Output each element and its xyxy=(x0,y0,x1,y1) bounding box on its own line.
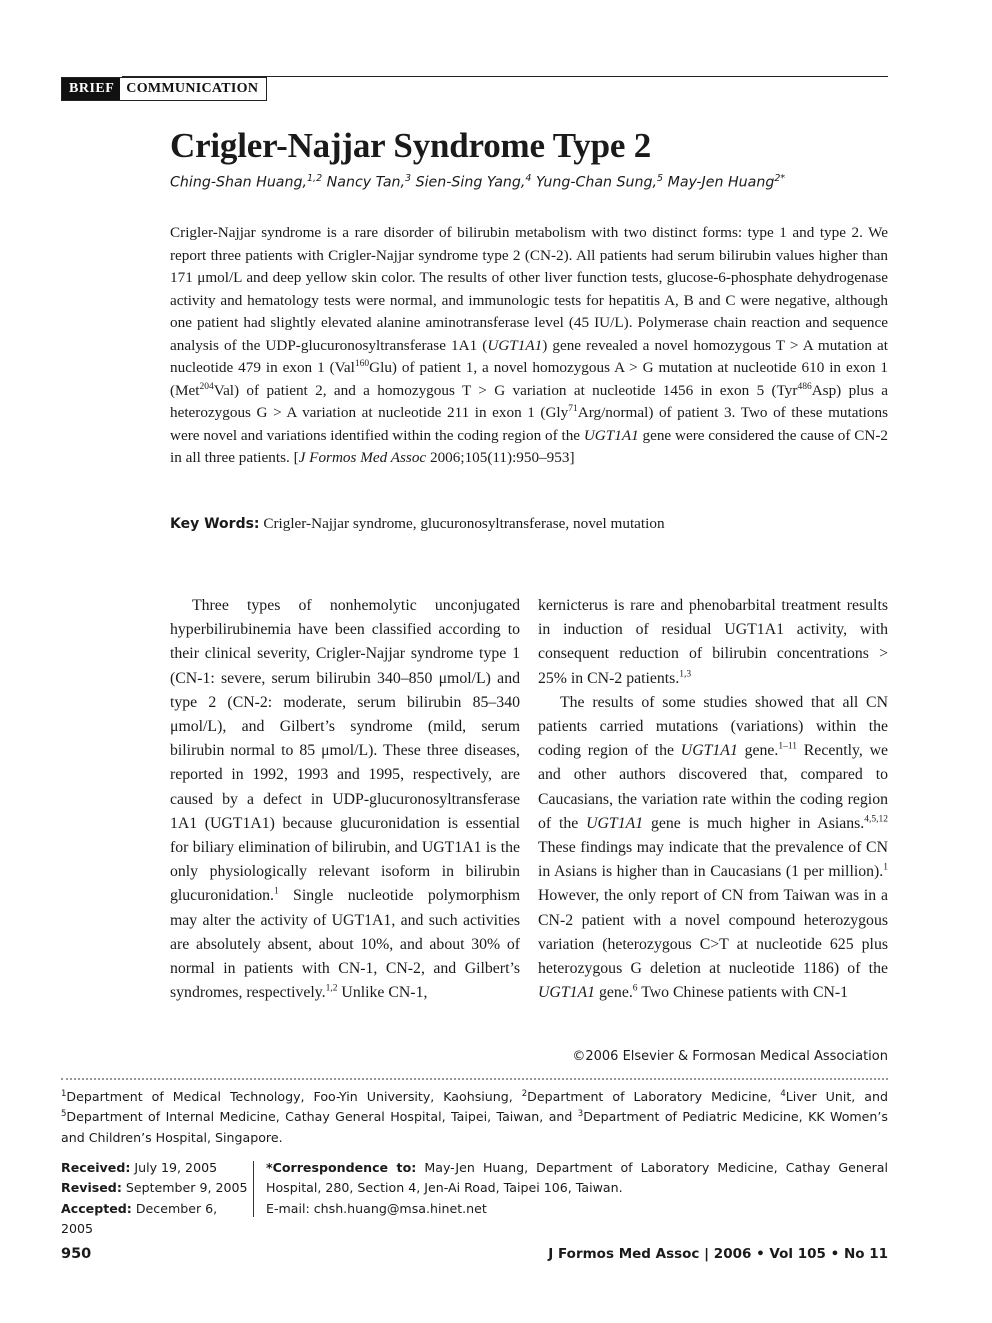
copyright-notice: ©2006 Elsevier & Formosan Medical Association xyxy=(572,1049,888,1064)
gene-name: UGT1A1 xyxy=(538,984,596,1002)
author-name: Sien-Sing Yang, xyxy=(415,174,526,191)
reference-mark: 1 xyxy=(883,862,888,873)
author-name: Yung-Chan Sung, xyxy=(535,174,658,191)
journal-reference: J Formos Med Assoc | 2006 • Vol 105 • No 11 xyxy=(548,1246,888,1262)
gene-name: UGT1A1 xyxy=(487,336,543,354)
kicker-communication: COMMUNICATION xyxy=(126,81,259,96)
body-paragraph: The results of some studies showed that all CN patients carried mutations (variations) within the coding region of the UGT1A1 gene.$^{1-11}$ Recently, we and other authors discovered that, compared to Caucasians, the variation rate within the coding region of the UGT1A1 gene is much higher in Asians.$^{4,5,12}$ These findings may indicate that the prevalence of CN in Asians is higher than in Caucasians (1 per million).$^1$ However, the only report of CN from Taiwan was in a CN-2 patient with a novel compound heterozygous variation (heterozygous C>T at nucleotide 625 plus heterozygous G deletion at nucleotide 1186) of the UGT1A1 gene.$^6$ Two Chinese patients with CN-1 xyxy=(538,693,889,1002)
accepted-date: Accepted: December 6, 2005 xyxy=(61,1200,218,1236)
keywords xyxy=(170,515,665,533)
affiliations: $^1$Department of Medical Technology, Foo-Yin University, Kaohsiung, $^2$Department of Laboratory Medicine, $^4$Liver Unit, and $^5$Department of Internal Medicine, Cathay General Hospital, Taipei, Taiwan, and $^3$Department of Pediatric Medicine, KK Women’s and Children’s Hospital, Singapore. xyxy=(61,1088,888,1145)
keywords-text: Crigler-Najjar syndrome, glucuronosyltransferase, novel mutation xyxy=(259,515,665,532)
author-affiliation-mark: 1,2 xyxy=(307,173,323,184)
reference-mark: 1,3 xyxy=(679,669,692,680)
correspondence-address: *Correspondence to: May-Jen Huang, Department of Laboratory Medicine, Cathay General Hospital, 280, Section 4, Jen-Ai Road, Taipei 106, Taiwan. xyxy=(266,1160,888,1196)
body-column-left xyxy=(170,594,520,1005)
gene-name: UGT1A1 xyxy=(680,742,738,760)
received-date: Received: July 19, 2005 xyxy=(61,1160,218,1175)
keywords-label: Key Words: xyxy=(170,516,260,532)
gene-name: UGT1A1 xyxy=(583,426,639,444)
citation-journal: J Formos Med Assoc xyxy=(298,449,427,466)
author-list xyxy=(170,173,785,191)
article-type-label xyxy=(61,77,267,101)
correspondence xyxy=(266,1158,888,1219)
author-affiliation-mark: 5 xyxy=(657,173,664,184)
kicker-brief: BRIEF xyxy=(62,78,120,100)
author-name: Ching-Shan Huang, xyxy=(170,174,308,191)
footnote-divider xyxy=(61,1078,888,1080)
reference-mark: 6 xyxy=(632,983,638,994)
author-affiliation-mark: 2* xyxy=(774,173,786,184)
abstract: Crigler-Najjar syndrome is a rare disorder of bilirubin metabolism with two distinct forms: type 1 and type 2. We report three patients with Crigler-Najjar syndrome type 2 (CN-2). All patients had serum bilirubin values higher than 171 μmol/L and deep yellow skin color. The results of other liver function tests, glucose-6-phosphate dehydrogenase activity and hematology tests were normal, and immunologic tests for hepatitis A, B and C were negative, although one patient had slightly elevated alanine aminotransferase level (45 IU/L). Polymerase chain reaction and sequence analysis of the UDP-glucuronosyltransferase 1A1 (UGT1A1) gene revealed a novel homozygous T > A mutation at nucleotide 479 in exon 1 (Val$^{160}$Glu) of patient 1, a novel homozygous A > G mutation at nucleotide 610 in exon 1 (Met$^{204}$Val) of patient 2, and a homozygous T > G variation at nucleotide 1456 in exon 5 (Tyr$^{486}$Asp) plus a heterozygous G > A variation at nucleotide 211 in exon 1 (Gly$^{71}$Arg/normal) of patient 3. Two of these mutations were novel and variations identified within the coding region of the UGT1A1 gene were considered the cause of CN-2 in all three patients. [J Formos Med Assoc 2006;105(11):950–953] xyxy=(170,224,888,466)
author-affiliation-mark: 4 xyxy=(525,173,532,184)
page-number: 950 xyxy=(61,1246,92,1262)
gene-name: UGT1A1 xyxy=(586,814,644,832)
reference-mark: 1,2 xyxy=(325,983,338,994)
revised-date: Revised: September 9, 2005 xyxy=(61,1180,248,1196)
author-name: Nancy Tan, xyxy=(326,174,406,191)
author-name: May-Jen Huang xyxy=(667,174,775,191)
article-history xyxy=(61,1158,249,1239)
author-affiliation-mark: 3 xyxy=(405,173,412,184)
article-title: Crigler-Najjar Syndrome Type 2 xyxy=(170,126,652,165)
reference-mark: 1–11 xyxy=(778,741,798,752)
body-column-right xyxy=(538,594,888,1005)
body-paragraph: kernicterus is rare and phenobarbital treatment results in induction of residual UGT1A1 activity, with consequent reduction of bilirubin concentrations > 25% in CN-2 patients.$^{1,3}$ xyxy=(538,597,888,687)
reference-mark: 1 xyxy=(273,887,279,898)
footer-divider xyxy=(253,1161,254,1217)
reference-mark: 4,5,12 xyxy=(864,814,889,825)
correspondence-email: E-mail: chsh.huang@msa.hinet.net xyxy=(266,1200,487,1216)
body-paragraph: Three types of nonhemolytic unconjugated hyperbilirubinemia have been classified according to their clinical severity, Crigler-Najjar syndrome type 1 (CN-1: severe, serum bilirubin 340–850 μmol/L) and type 2 (CN-2: moderate, serum bilirubin 85–340 μmol/L), and Gilbert’s syndrome (mild, serum bilirubin normal to 85 μmol/L). These three diseases, reported in 1992, 1993 and 1995, respectively, are caused by a defect in UDP-glucuronosyltransferase 1A1 (UGT1A1) because glucuronidation is essential for biliary elimination of bilirubin, and UGT1A1 is the only physiologically relevant isoform in bilirubin glucuronidation.$^1$ Single nucleotide polymorphism may alter the activity of UGT1A1, and such activities are absolutely absent, about 10%, and about 30% of normal in patients with CN-1, CN-2, and Gilbert’s syndromes, respectively.$^{1,2}$ Unlike CN-1, xyxy=(170,597,520,1002)
